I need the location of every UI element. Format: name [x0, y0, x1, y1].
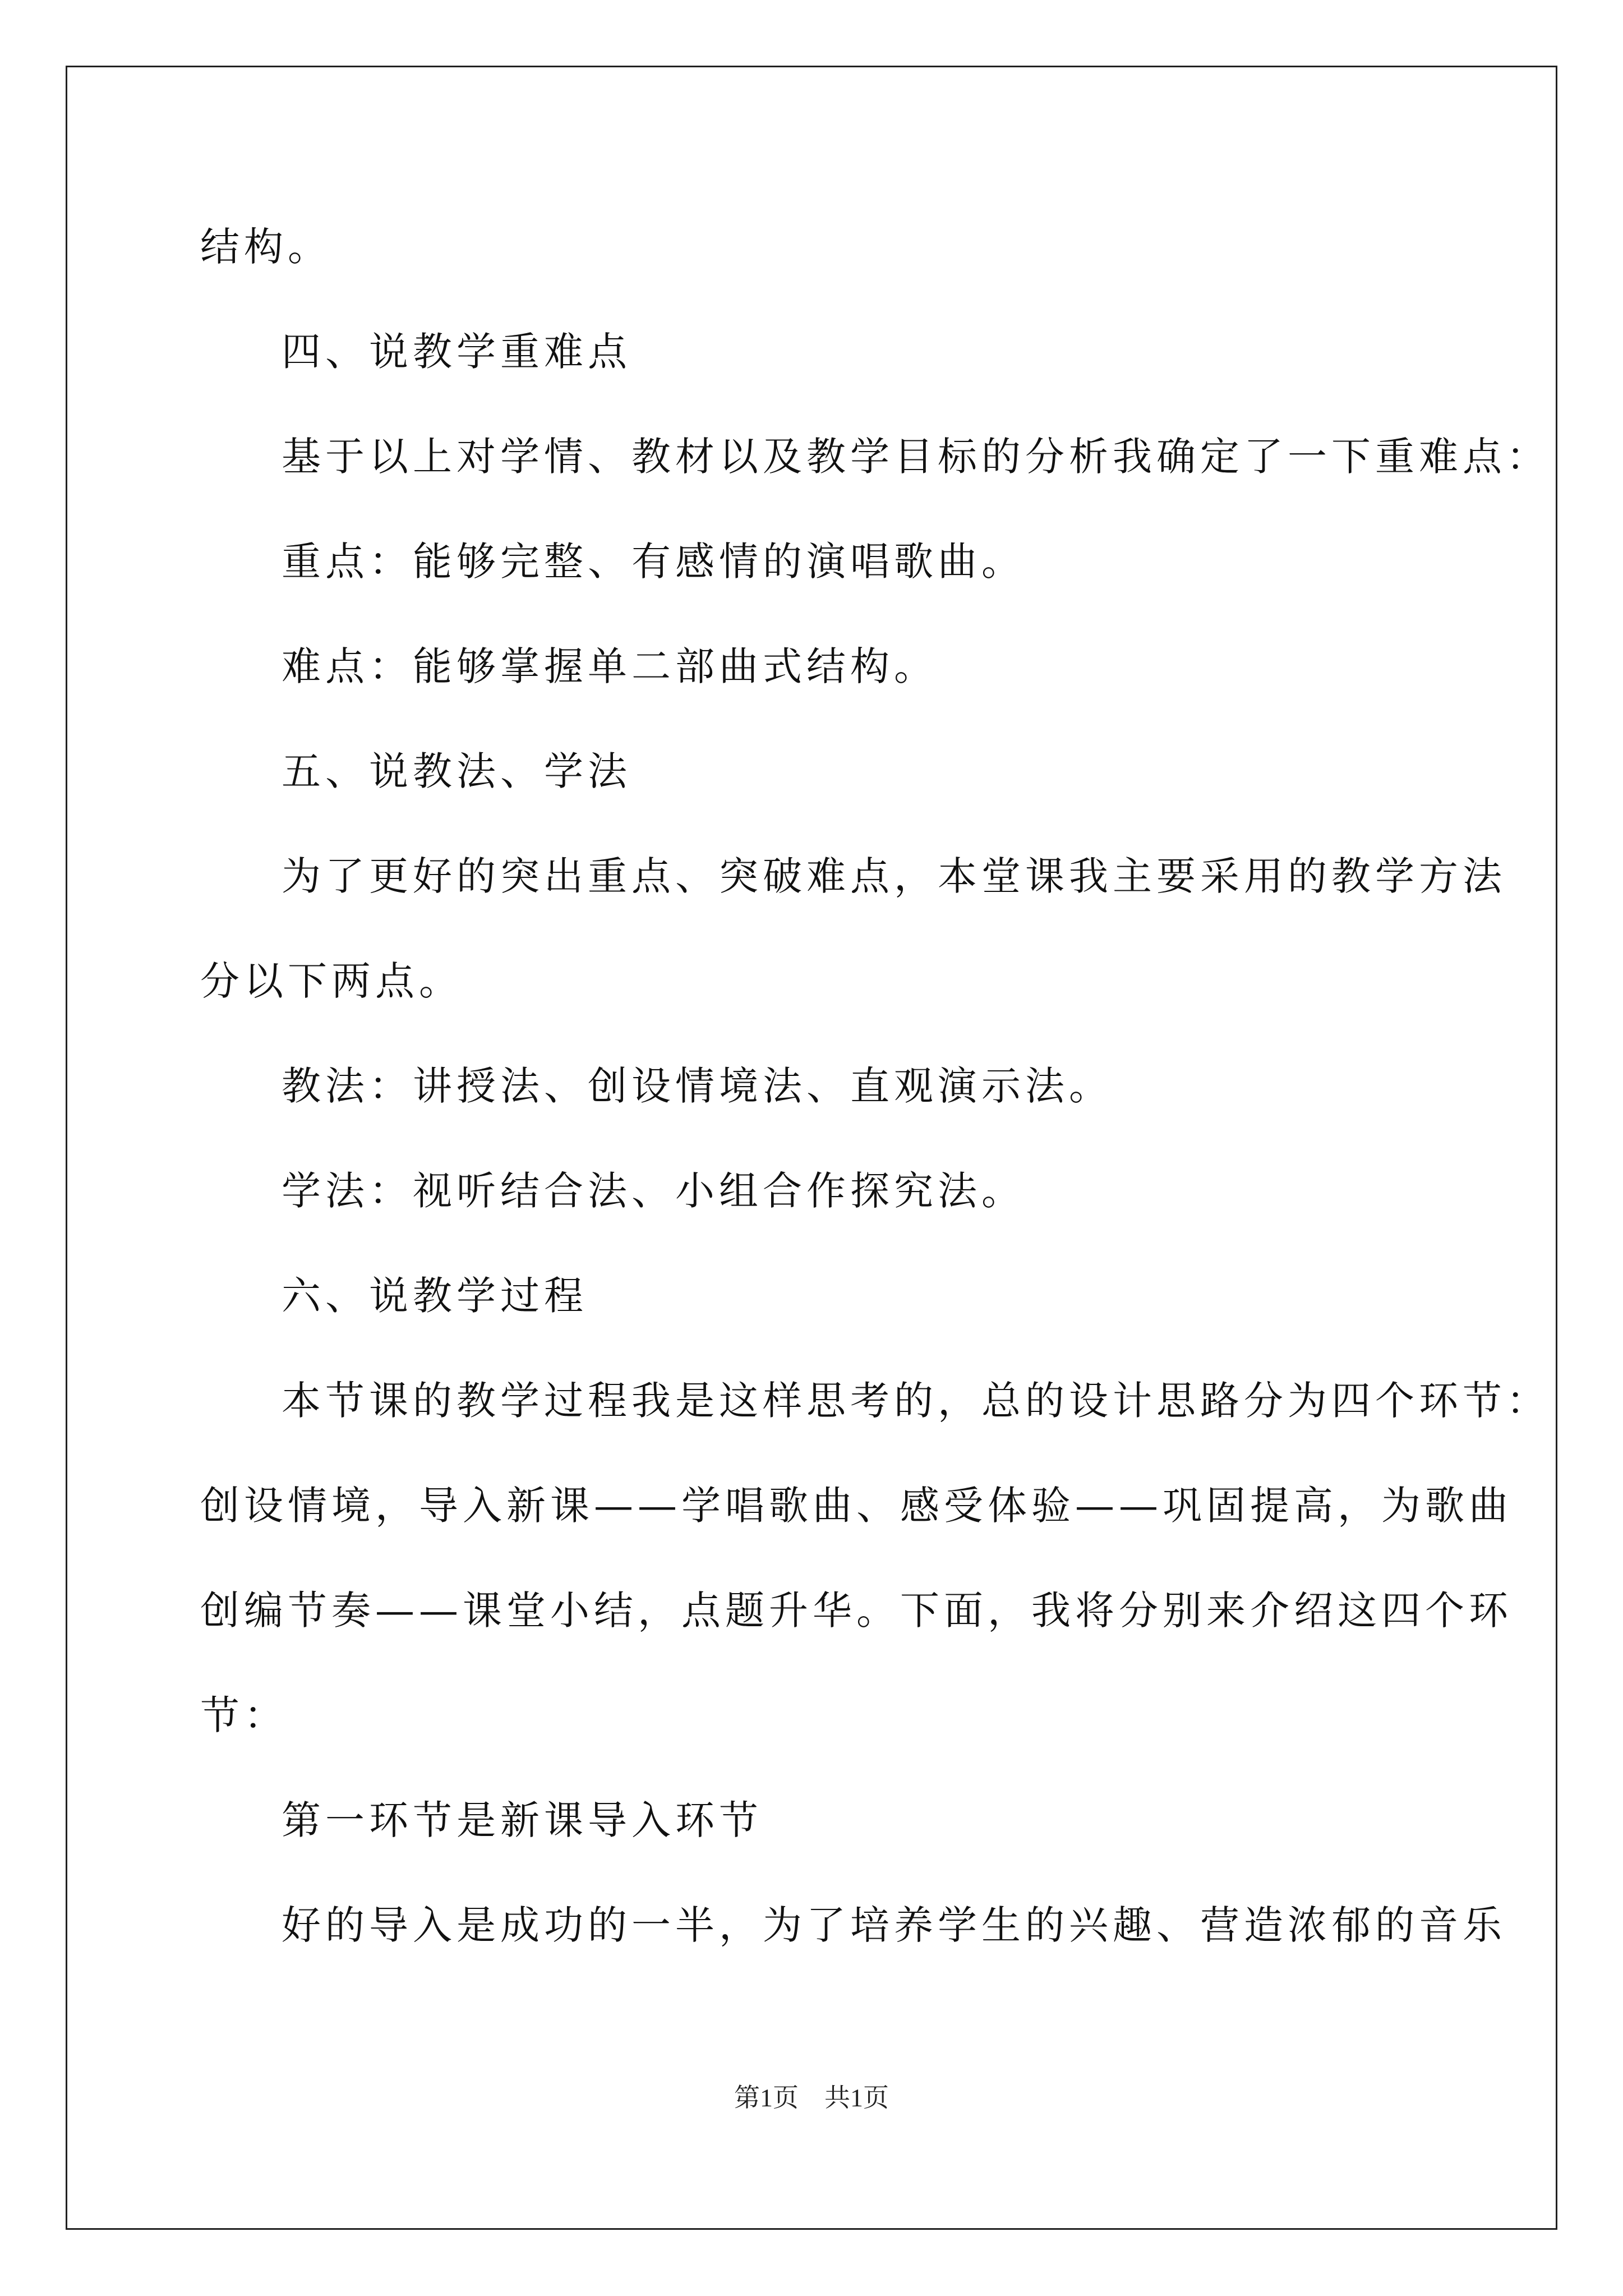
paragraph-line: 难点：能够掌握单二部曲式结构。	[282, 643, 938, 689]
paragraph-line: 教法：讲授法、创设情境法、直观演示法。	[282, 1063, 1113, 1109]
paragraph-line: 创设情境，导入新课——学唱歌曲、感受体验——巩固提高，为歌曲	[200, 1483, 1513, 1529]
paragraph-line: 好的导入是成功的一半，为了培养学生的兴趣、营造浓郁的音乐	[282, 1902, 1506, 1948]
paragraph-line: 创编节奏——课堂小结，点题升华。下面，我将分别来介绍这四个环	[200, 1588, 1513, 1634]
section-heading: 五、说教法、学法	[282, 748, 631, 794]
paragraph-line: 结构。	[200, 224, 331, 270]
paragraph-line: 分以下两点。	[200, 958, 463, 1004]
paragraph-line: 重点：能够完整、有感情的演唱歌曲。	[282, 539, 1025, 585]
paragraph-line: 学法：视听结合法、小组合作探究法。	[282, 1168, 1025, 1214]
paragraph-line: 本节课的教学过程我是这样思考的，总的设计思路分为四个环节：	[282, 1378, 1550, 1424]
paragraph-line: 第一环节是新课导入环节	[282, 1797, 763, 1843]
paragraph-line: 为了更好的突出重点、突破难点，本堂课我主要采用的教学方法	[282, 853, 1506, 899]
section-heading: 六、说教学过程	[282, 1273, 588, 1319]
section-heading: 四、说教学重难点	[282, 329, 631, 375]
page-number: 第1页 共1页	[734, 2083, 889, 2112]
paragraph-line: 基于以上对学情、教材以及教学目标的分析我确定了一下重难点：	[282, 434, 1550, 480]
paragraph-line: 节：	[200, 1692, 288, 1738]
